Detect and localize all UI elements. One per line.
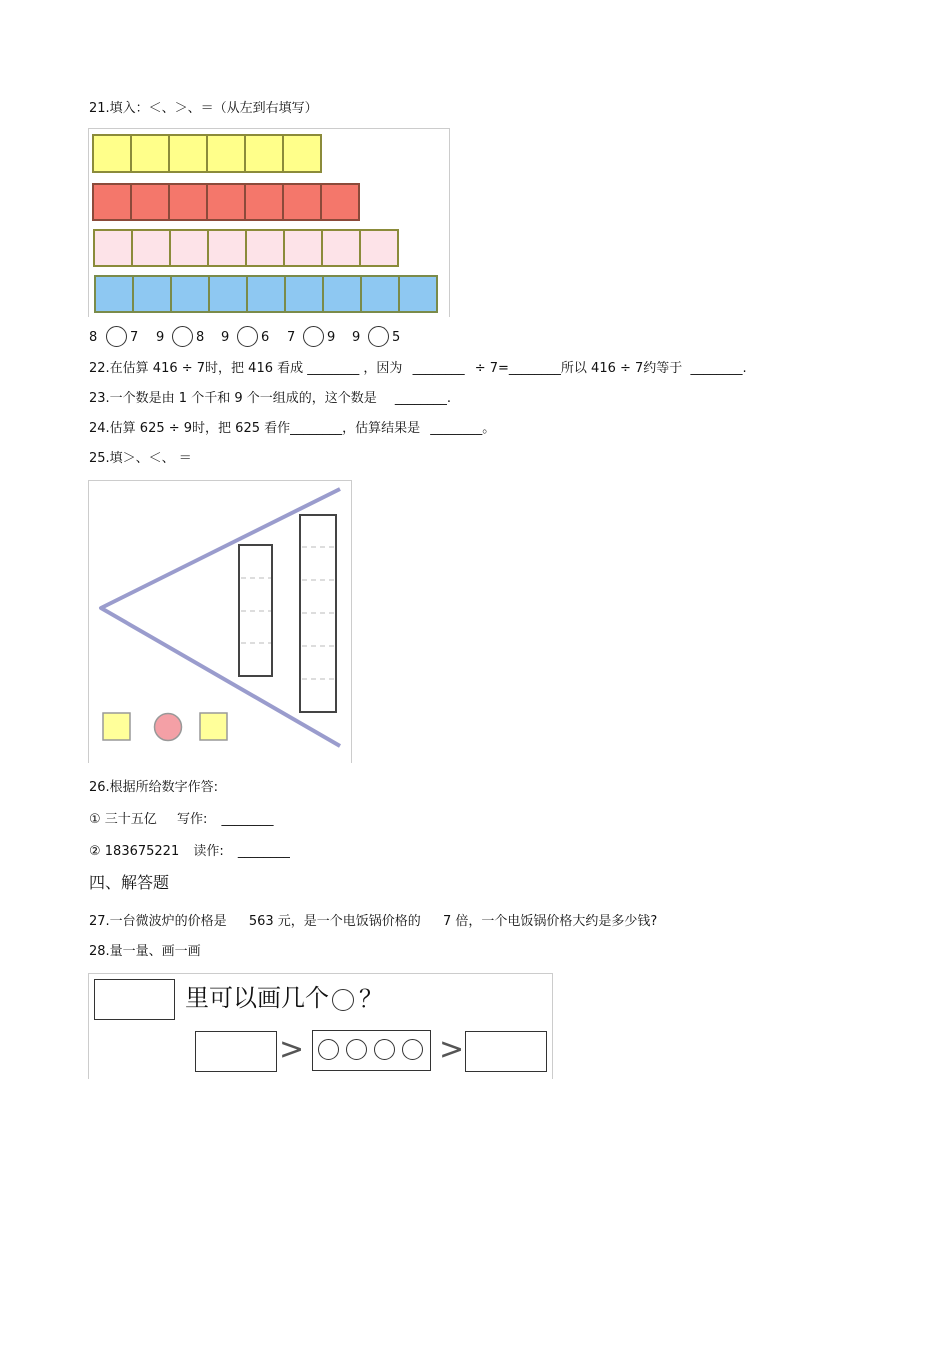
q21-row-3-square — [170, 230, 208, 266]
q26-item-1-action: 写作: — [176, 812, 208, 827]
q22-text-4: 所以 416 ÷ 7约等于 — [560, 361, 683, 376]
q21-row-4-square — [399, 276, 437, 312]
q28-prompt-text: 里可以画几个 — [185, 984, 329, 1012]
q25-right-square — [200, 713, 227, 740]
q26-item-2-action: 读作: — [193, 844, 224, 859]
q28-box-middle — [312, 1030, 431, 1071]
cmp2-circle[interactable] — [172, 326, 193, 347]
q21-figure — [88, 128, 450, 317]
q28-gt-2: > — [439, 1032, 465, 1067]
q23-blank-1[interactable]: ________ — [394, 391, 447, 406]
q28-figure — [88, 973, 553, 1079]
q28-box-right[interactable] — [465, 1031, 547, 1072]
q26-item-1-label: ① 三十五亿 — [89, 812, 157, 827]
q28-circle-icon — [332, 989, 354, 1011]
q28-prompt — [185, 983, 329, 1013]
q21-row-4-square — [209, 276, 247, 312]
cmp4-right: 9 — [327, 330, 336, 345]
cmp5-left: 9 — [352, 330, 361, 345]
q22-line — [89, 360, 747, 378]
q22-text-2: ，因为 — [363, 361, 403, 376]
q21-row-1-square — [245, 135, 283, 172]
q25-circle-shape — [155, 714, 182, 741]
q28-box-left[interactable] — [195, 1031, 277, 1072]
q27-text-3: 倍，一个电饭锅价格大约是多少钱? — [455, 914, 658, 929]
cmp4-circle[interactable] — [303, 326, 324, 347]
q26-item-2-label: ② 183675221 — [89, 844, 180, 859]
q28-mid-circle-3-icon — [374, 1039, 395, 1060]
cmp5-circle[interactable] — [368, 326, 389, 347]
cmp1-right: 7 — [130, 330, 139, 345]
q21-row-4-square — [133, 276, 171, 312]
q21-row-2-square — [207, 184, 245, 220]
q21-row-4-square — [95, 276, 133, 312]
q26-item-2-blank[interactable]: ________ — [237, 844, 290, 859]
q25-figure — [88, 480, 352, 763]
q21-row-4-square — [323, 276, 361, 312]
cmp2-left: 9 — [156, 330, 165, 345]
q25-short-bar — [239, 545, 272, 676]
q23-text-2: . — [446, 391, 452, 406]
cmp4-left: 7 — [287, 330, 296, 345]
q22-blank-1[interactable]: ________ — [307, 361, 360, 376]
q21-row-3-square — [94, 230, 132, 266]
q21-row-1-square — [169, 135, 207, 172]
q23-text-1: 23.一个数是由 1 个千和 9 个一组成的，这个数是 — [89, 391, 377, 406]
q25-figure-svg — [89, 481, 351, 763]
q26-item-1-blank[interactable]: ________ — [221, 812, 274, 827]
q28-mid-circle-2-icon — [346, 1039, 367, 1060]
q24-line — [89, 420, 495, 438]
q21-row-3-square — [246, 230, 284, 266]
q26-item-1 — [89, 811, 273, 829]
q27-value-1: 563 — [248, 914, 274, 929]
q28-gt-1: > — [279, 1032, 305, 1067]
cmp3-circle[interactable] — [237, 326, 258, 347]
cmp1-circle[interactable] — [106, 326, 127, 347]
q21-row-2-square — [245, 184, 283, 220]
section-title: 四、解答题 — [89, 873, 170, 892]
q21-row-2-square — [131, 184, 169, 220]
q21-title: 21.填入：＜、＞、＝（从左到右填写） — [89, 101, 318, 116]
q27-value-2: 7 — [442, 914, 452, 929]
q24-text-2: ，估算结果是 — [342, 421, 421, 436]
q28-mid-circle-1-icon — [318, 1039, 339, 1060]
q26-title: 26.根据所给数字作答: — [89, 780, 219, 795]
q22-blank-4[interactable]: ________ — [690, 361, 743, 376]
q25-title: 25.填＞、＜、 ＝ — [89, 451, 192, 466]
q24-text-1: 24.估算 625 ÷ 9时，把 625 看作 — [89, 421, 291, 436]
q21-row-2-square — [93, 184, 131, 220]
q25-tall-bar — [300, 515, 336, 712]
q28-box-example — [94, 979, 175, 1020]
q24-blank-2[interactable]: ________ — [430, 421, 483, 436]
q21-row-1-square — [131, 135, 169, 172]
q21-row-3-square — [284, 230, 322, 266]
q28-question-mark: ？ — [359, 985, 383, 1013]
q27-text-2: 元，是一个电饭锅价格的 — [277, 914, 421, 929]
q21-row-2-square — [169, 184, 207, 220]
q24-text-3: 。 — [482, 421, 496, 436]
q26-item-2 — [89, 843, 290, 861]
q22-text-5: . — [742, 361, 747, 376]
q21-row-3-square — [208, 230, 246, 266]
q21-row-2-square — [321, 184, 359, 220]
q21-row-1-square — [283, 135, 321, 172]
q22-blank-2[interactable]: ________ — [412, 361, 465, 376]
q21-row-2-square — [283, 184, 321, 220]
q28-mid-circle-4-icon — [402, 1039, 423, 1060]
q27-text-1: 27.一台微波炉的价格是 — [89, 914, 227, 929]
q22-text-3: ÷ 7= — [474, 361, 509, 376]
q21-row-4-square — [285, 276, 323, 312]
q21-row-3-square — [360, 230, 398, 266]
q21-row-1-square — [93, 135, 131, 172]
cmp5-right: 5 — [392, 330, 401, 345]
q27-line — [89, 913, 657, 931]
q21-row-3-square — [132, 230, 170, 266]
cmp3-left: 9 — [221, 330, 230, 345]
q22-blank-3[interactable]: ________ — [508, 361, 561, 376]
q21-squares-svg — [89, 129, 449, 317]
cmp2-right: 8 — [196, 330, 205, 345]
q21-row-1-square — [207, 135, 245, 172]
q21-row-4-square — [247, 276, 285, 312]
q24-blank-1[interactable]: ________ — [290, 421, 343, 436]
q25-left-square — [103, 713, 130, 740]
q23-line — [89, 390, 451, 408]
q21-row-4-square — [361, 276, 399, 312]
cmp1-left: 8 — [89, 330, 98, 345]
q21-row-4-square — [171, 276, 209, 312]
cmp3-right: 6 — [261, 330, 270, 345]
q21-row-3-square — [322, 230, 360, 266]
q28-title: 28.量一量、画一画 — [89, 944, 201, 959]
q22-text-1: 22.在估算 416 ÷ 7时，把 416 看成 — [89, 361, 304, 376]
